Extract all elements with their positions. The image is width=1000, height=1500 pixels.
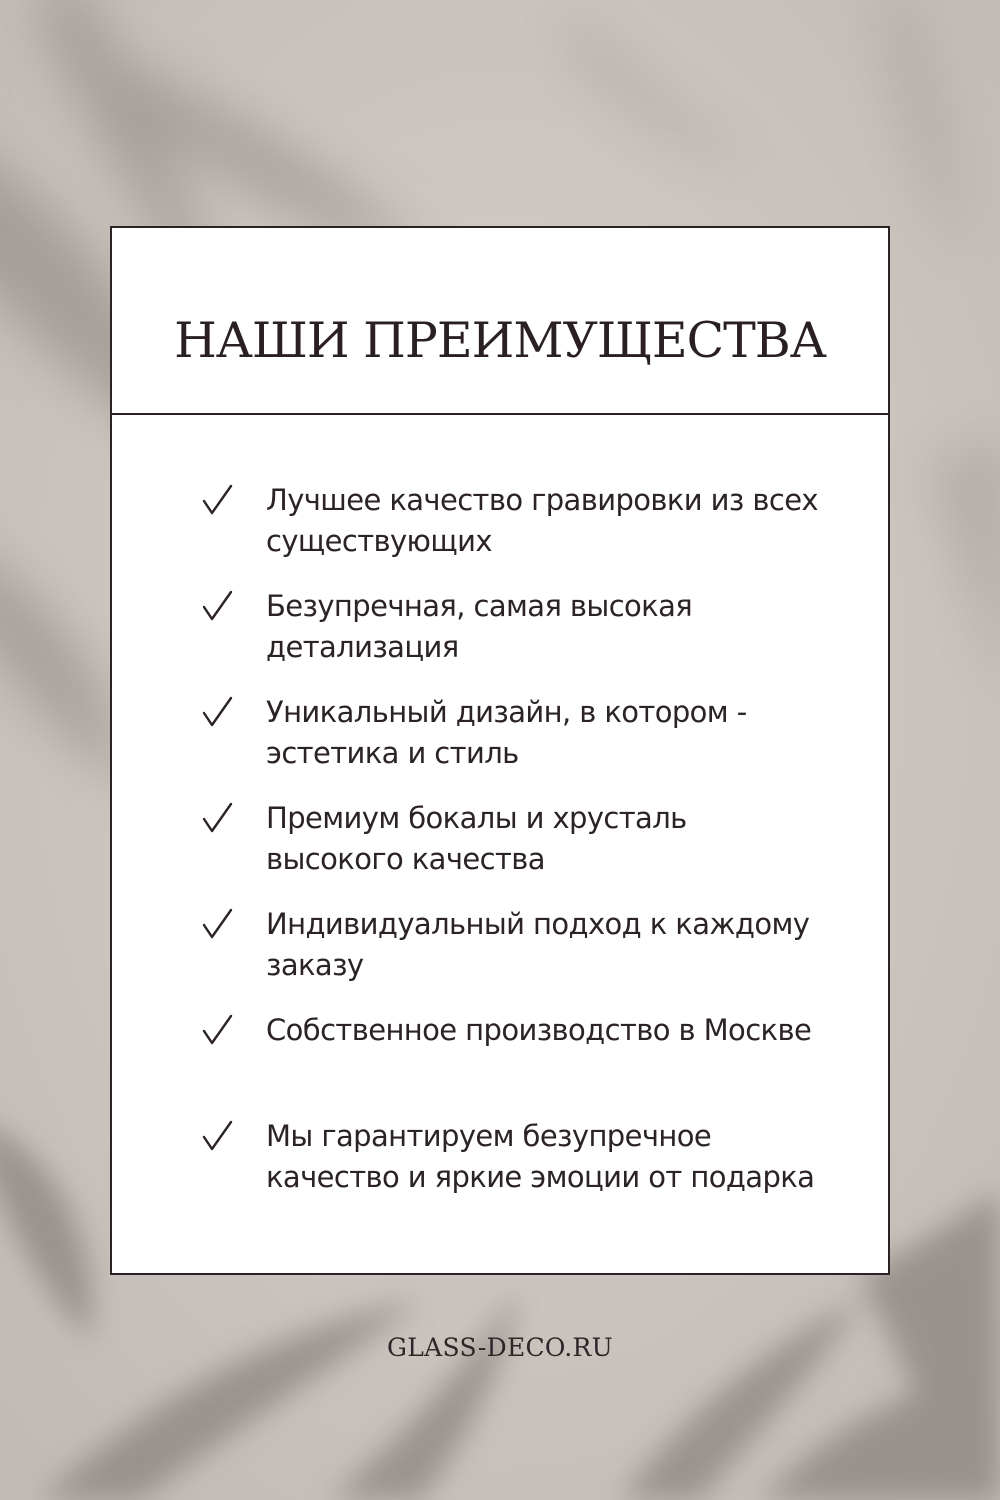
list-item (112, 798, 888, 904)
list-item (112, 1116, 888, 1236)
list-item (112, 692, 888, 798)
check-icon (200, 484, 234, 518)
check-icon (200, 908, 234, 942)
list-item-text: Индивидуальный подход к каждому заказу (266, 907, 810, 982)
list-item (112, 904, 888, 1010)
list-item-text: Премиум бокалы и хрусталь высокого качества (266, 801, 687, 876)
list-item (112, 586, 888, 692)
check-icon (200, 696, 234, 730)
check-icon (200, 802, 234, 836)
title-divider (112, 413, 888, 415)
list-item (112, 480, 888, 586)
advantages-card (110, 226, 890, 1275)
check-icon (200, 1120, 234, 1154)
list-item-text: Собственное производство в Москве (266, 1013, 812, 1047)
list-item (112, 1010, 888, 1116)
list-item-text: Мы гарантируем безупречное качество и яркие эмоции от подарка (266, 1119, 815, 1194)
website-link[interactable]: GLASS-DECO.RU (387, 1333, 613, 1362)
advantages-list (112, 480, 888, 1236)
list-item-text: Лучшее качество гравировки из всех существующих (266, 483, 818, 558)
list-item-text: Безупречная, самая высокая детализация (266, 589, 693, 664)
check-icon (200, 590, 234, 624)
check-icon (200, 1014, 234, 1048)
list-item-text: Уникальный дизайн, в котором - эстетика и стиль (266, 695, 747, 770)
card-title: НАШИ ПРЕИМУЩЕСТВА (174, 312, 826, 369)
